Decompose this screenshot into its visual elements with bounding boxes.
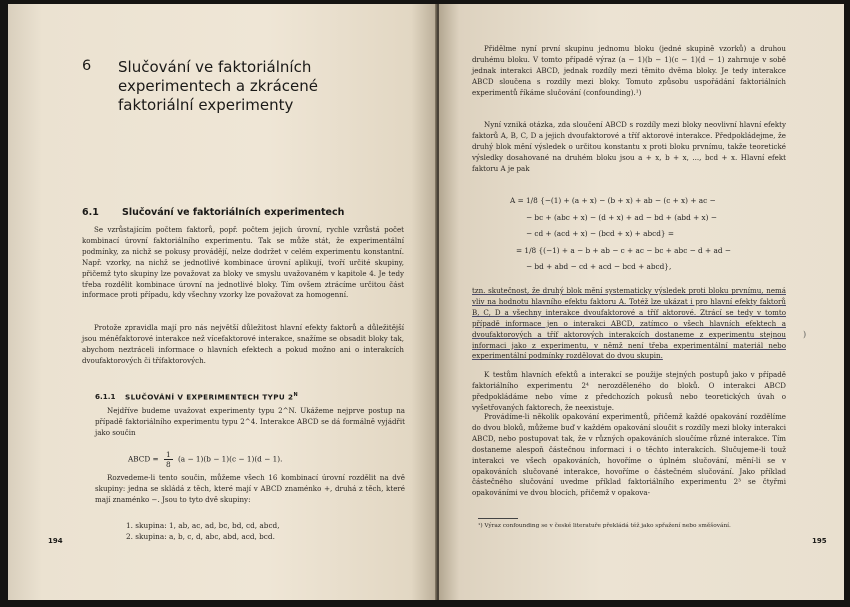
equation-line: − bd + abd − cd + acd − bcd + abcd}, [526, 262, 672, 271]
equation-line: = 1/8 {(−1) + a − b + ab − c + ac − bc + abc − d + ad − [516, 245, 731, 255]
effect-equation [510, 193, 731, 276]
list-item: 1. skupina: 1, ab, ac, ad, bc, bd, cd, abcd, [126, 521, 280, 530]
paragraph: Protože zpravidla mají pro nás největší důležitost hlavní efekty faktorů a důležitější jsou méněfaktorové interakce než vícefaktorové interakce, snažíme se obsadit bloky tak, abychom neztráceli informace o hlavních efektech a pokud možno ani o interakcích dvoufaktorových či třífaktorových. [82, 323, 404, 365]
margin-pencil-mark: ) [803, 330, 807, 339]
equation-line: − cd + (acd + x) − (bcd + x) + abcd} = [526, 229, 674, 238]
subsection-title-sup: N [293, 392, 299, 398]
subsection-title [125, 392, 298, 401]
list-item: 2. skupina: a, b, c, d, abc, abd, acd, bcd. [126, 532, 275, 541]
section-title: Slučování ve faktoriálních experimentech [122, 207, 345, 218]
chapter-title-line: faktoriální experimenty [118, 96, 294, 114]
paragraph: Nyní vzniká otázka, zda sloučení ABCD s rozdíly mezi bloky neovlivní hlavní efekty faktorů A, B, C, D a jejich dvoufaktorové a tříf aktorové interakce. Předpokládejme, že druhý blok mění výsledek o určitou konstantu x proti bloku prvnímu, takže teoretické výsledky dosahované na druhém bloku jsou a + x, b + x, ..., bcd + x. Hlavní efekt faktoru A je pak [472, 120, 786, 173]
subsection-number: 6.1.1 [95, 392, 116, 401]
chapter-title [118, 58, 398, 115]
page-number-right: 195 [812, 537, 827, 545]
footnote-rule [478, 518, 518, 519]
fraction-numerator: 1 [165, 450, 171, 459]
paragraph: K testům hlavních efektů a interakcí se použije stejných postupů jako v případě faktoriálního experimentu 2⁴ nerozděleného do bloků. O interakci ABCD předpokládáme nebo víme z předchozích pokusů nebo teoretických úvah o vyšetřovaných faktorech, že neexistuje. [472, 370, 786, 412]
paragraph: Nejdříve budeme uvažovat experimenty typu 2^N. Ukážeme nejprve postup na případě faktoriálního experimentu typu 2^4. Interakce ABCD se dá formálně vyjádřit jako součin [95, 406, 405, 437]
paragraph: Se vzrůstajícím počtem faktorů, popř. počtem jejich úrovní, rychle vzrůstá počet kombinací úrovní faktoriálního experimentu. Tak se může stát, že experimentální podmínky, za nichž se pokusy provádějí, nelze dodržet v celém experimentu konstantní. Např. vzorky, na nichž se jednotlivé kombinace úrovní aplikují, tvoří určité skupiny, přičemž tyto skupiny lze považovat za bloky ve smyslu uvažovaném v kapitole 4. Je tedy třeba rozdělit kombinace úrovní na jednotlivé bloky. Tím ovšem ztrácíme určitou část informace proti případu, kdy všechny vzorky lze považovat za homogenní. [82, 225, 404, 300]
subsection-title-text: SLUČOVÁNÍ V EXPERIMENTECH TYPU 2 [125, 392, 294, 402]
groups-list [126, 520, 280, 542]
paragraph: Provádíme-li několik opakování experimentů, přičemž každé opakování rozdělíme do dvou bloků, můžeme buď v každém opakování sloučit s rozdíly mezi bloky interakci ABCD, nebo postupovat tak, že v různých opakováních sloučíme různé interakce. Tím dostaneme alespoň částečnou informaci i o těchto interakcích. Slučujeme-li touž interakci ve všech opakováních, hovoříme o úplném slučování, mění-li se v opakováních slučované interakce, hovoříme o částečném slučování. Jako příklad částečného slučování uvedme příklad faktoriálního experimentu 2³ se čtyřmi opakováními ve dvou blocích, přičemž v opakova- [472, 412, 786, 498]
formula-lhs: ABCD = [128, 454, 159, 464]
equation-line: A = 1/8 {−(1) + (a + x) − (b + x) + ab − (c + x) + ac − [510, 196, 716, 205]
paragraph: Rozvedeme-li tento součin, můžeme všech 16 kombinací úrovní rozdělit na dvě skupiny: jedna se skládá z těch, které mají v ABCD znaménko +, druhá z těch, které mají znaménko −. Jsou to tyto dvě skupiny: [95, 473, 405, 504]
abcd-formula [128, 450, 282, 469]
chapter-title-line: experimentech a zkrácené [118, 77, 318, 95]
formula-fraction [164, 450, 173, 469]
formula-rhs: (a − 1)(b − 1)(c − 1)(d − 1). [177, 454, 283, 464]
equation-line: − bc + (abc + x) − (d + x) + ad − bd + (abd + x) − [526, 212, 717, 222]
chapter-title-line: Slučování ve faktoriálních [118, 58, 312, 76]
chapter-number: 6 [82, 58, 92, 74]
fraction-denominator: 8 [165, 460, 171, 469]
footnote: ¹) Výraz confounding se v české literatuře překládá též jako spřažení nebo směšování. [478, 523, 731, 529]
page-number-left: 194 [48, 537, 63, 545]
section-number: 6.1 [82, 207, 99, 218]
paragraph: tzn. skutečnost, že druhý blok mění systematicky výsledek proti bloku prvnímu, nemá vliv na hodnotu hlavního efektu faktoru A. Totéž lze ukázat i pro hlavní efekty faktorů B, C, D a všechny interakce dvoufaktorové a tříf aktorové. Ztrácí se tedy v tomto případě informace jen o interakci ABCD, zatímco o všech hlavních efektech a dvoufaktorových a tříf aktorových interakcích dostaneme z experimentu stejnou informaci jako z experimentu, v němž není třeba experimentální materiál nebo experimentální podmínky rozdělovat do dvou skupin. [472, 286, 786, 361]
paragraph: Přidělme nyní první skupinu jednomu bloku (jedné skupině vzorků) a druhou druhému bloku. V tomto případě výraz (a − 1)(b − 1)(c − 1)(d − 1) zahrnuje v sobě jednak interakci ABCD, jednak rozdíly mezi těmito dvěma bloky. Je tedy interakce ABCD sloučena s rozdíly mezi bloky. Tomuto způsobu uspořádání faktoriálních experimentů říkáme slučování (confounding).¹) [472, 44, 786, 97]
